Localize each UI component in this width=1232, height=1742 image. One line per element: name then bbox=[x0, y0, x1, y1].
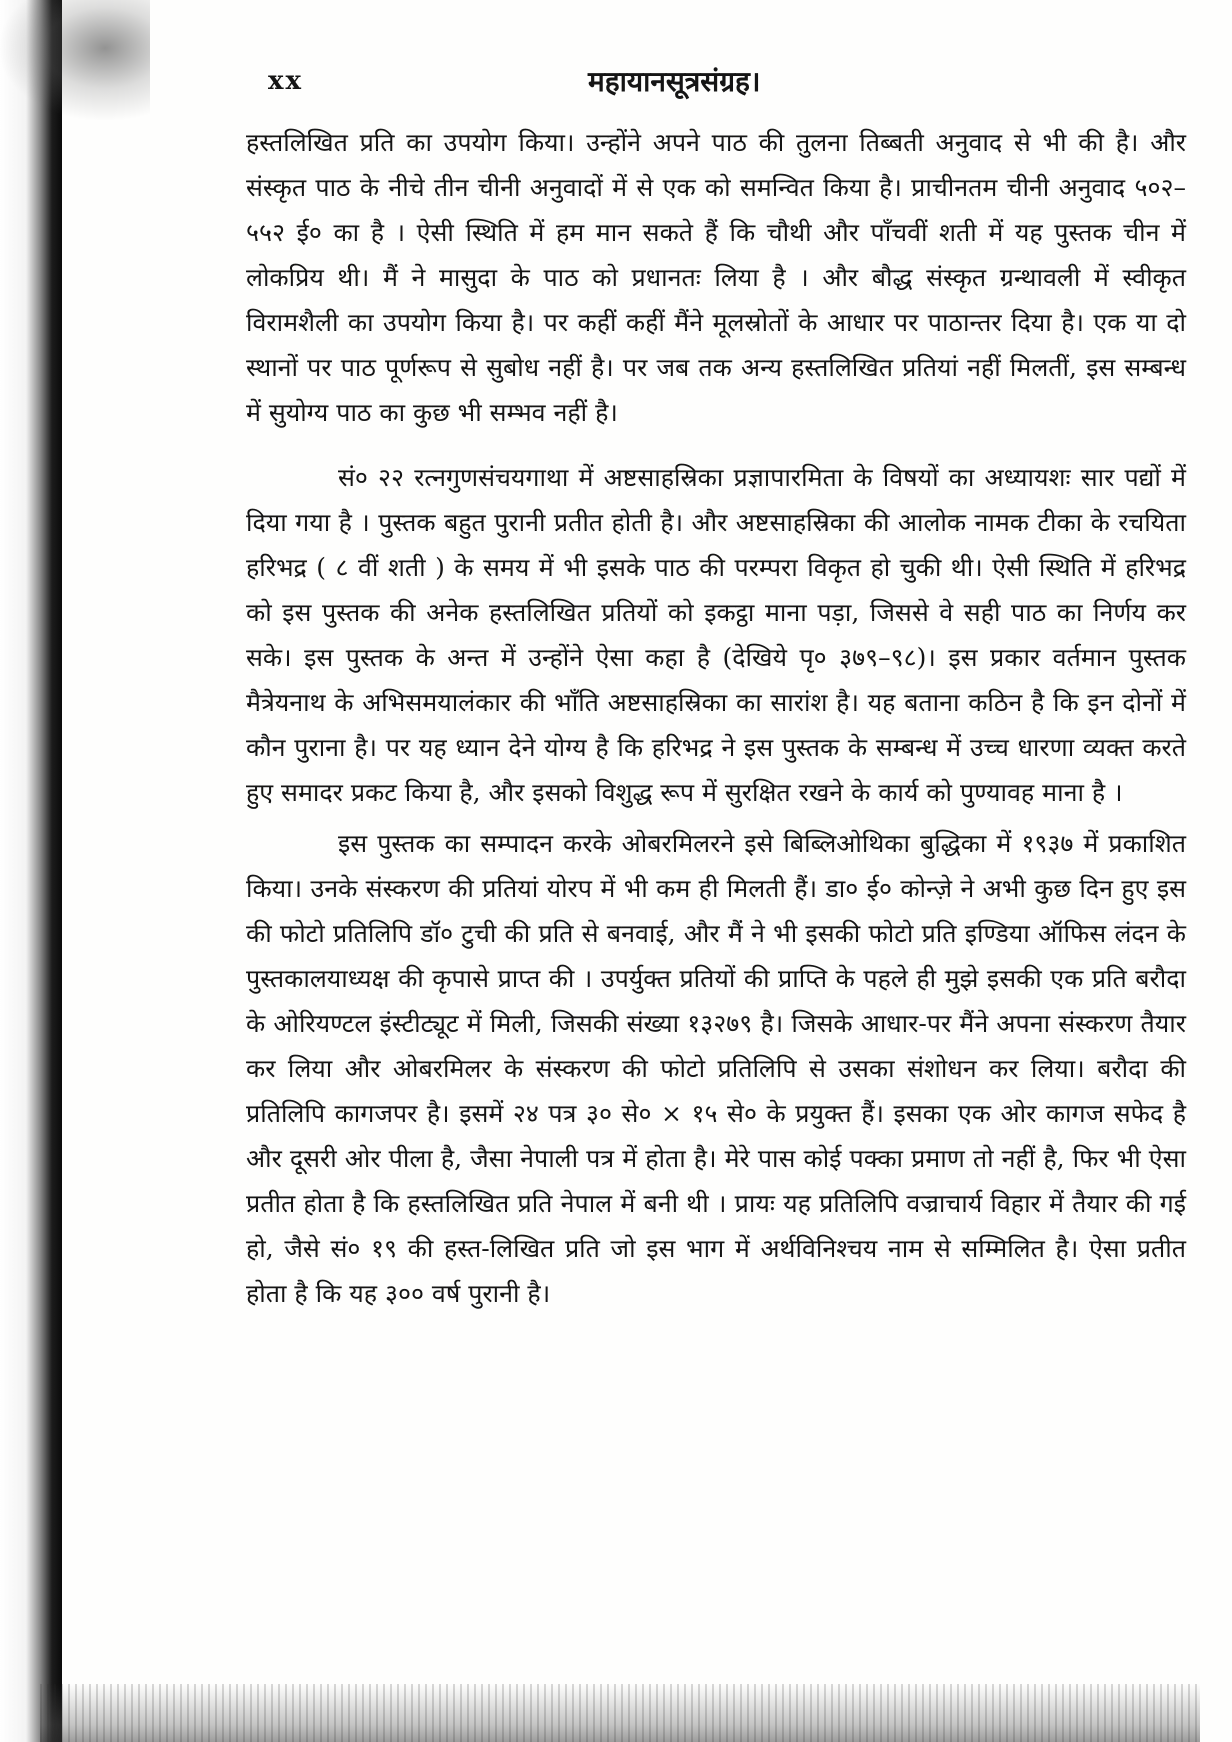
page-header bbox=[268, 66, 1168, 112]
body-text bbox=[246, 120, 1186, 1316]
running-title: महायानसूत्रसंग्रह। bbox=[588, 65, 761, 98]
paragraph-3: इस पुस्तक का सम्पादन करके ओबरमिलरने इसे बिब्लिओथिका बुद्धिका में १९३७ में प्रकाशित किया। उनके संस्करण की प्रतियां योरप में भी कम ही मिलती हैं। डा० ई० कोन्ज़े ने अभी कुछ दिन हुए इस की फोटो प्रतिलिपि डॉ० टुची की प्रति से बनवाई, और मैं ने भी इसकी फोटो प्रति इण्डिया ऑफिस लंदन के पुस्तकालयाध्यक्ष की कृपासे प्राप्त की । उपर्युक्त प्रतियों की प्राप्ति के पहले ही मुझे इसकी एक प्रति बरौदा के ओरियण्टल इंस्टीट्यूट में मिली, जिसकी संख्या १३२७९ है। जिसके आधार-पर मैंने अपना संस्करण तैयार कर लिया और ओबरमिलर के संस्करण की फोटो प्रतिलिपि से उसका संशोधन कर लिया। बरौदा की प्रतिलिपि कागजपर है। इसमें २४ पत्र ३० से० × १५ से० के प्रयुक्त हैं। इसका एक ओर कागज सफेद है और दूसरी ओर पीला है, जैसा नेपाली पत्र में होता है। मेरे पास कोई पक्का प्रमाण तो नहीं है, फिर भी ऐसा प्रतीत होता है कि हस्तलिखित प्रति नेपाल में बनी थी । प्रायः यह प्रतिलिपि वज्राचार्य विहार में तैयार की गई हो, जैसे सं० १९ की हस्त-लिखित प्रति जो इस भाग में अर्थविनिश्चय नाम से सम्मिलित है। ऐसा प्रतीत होता है कि यह ३०० वर्ष पुरानी है। bbox=[246, 829, 1186, 1308]
paragraph-1: हस्तलिखित प्रति का उपयोग किया। उन्होंने अपने पाठ की तुलना तिब्बती अनुवाद से भी की है। और संस्कृत पाठ के नीचे तीन चीनी अनुवादों में से एक को समन्वित किया है। प्राचीनतम चीनी अनुवाद ५०२–५५२ ई० का है । ऐसी स्थिति में हम मान सकते हैं कि चौथी और पाँचवीं शती में यह पुस्तक चीन में लोकप्रिय थी। मैं ने मासुदा के पाठ को प्रधानतः लिया है । और बौद्ध संस्कृत ग्रन्थावली में स्वीकृत विरामशैली का उपयोग किया है। पर कहीं कहीं मैंने मूलस्रोतों के आधार पर पाठान्तर दिया है। एक या दो स्थानों पर पाठ पूर्णरूप से सुबोध नहीं है। पर जब तक अन्य हस्तलिखित प्रतियां नहीं मिलतीं, इस सम्बन्ध में सुयोग्य पाठ का कुछ भी सम्भव नहीं है। bbox=[246, 128, 1186, 427]
paragraph-2: सं० २२ रत्नगुणसंचयगाथा में अष्टसाहस्रिका प्रज्ञापारमिता के विषयों का अध्यायशः सार पद्यों में दिया गया है । पुस्तक बहुत पुरानी प्रतीत होती है। और अष्टसाहस्रिका की आलोक नामक टीका के रचयिता हरिभद्र ( ८ वीं शती ) के समय में भी इसके पाठ की परम्परा विकृत हो चुकी थी। ऐसी स्थिति में हरिभद्र को इस पुस्तक की अनेक हस्तलिखित प्रतियों को इकट्ठा माना पड़ा, जिससे वे सही पाठ का निर्णय कर सके। इस पुस्तक के अन्त में उन्होंने ऐसा कहा है (देखिये पृ० ३७९–९८)। इस प्रकार वर्तमान पुस्तक मैत्रेयनाथ के अभिसमयालंकार की भाँति अष्टसाहस्रिका का सारांश है। यह बताना कठिन है कि इन दोनों में कौन पुराना है। पर यह ध्यान देने योग्य है कि हरिभद्र ने इस पुस्तक के सम्बन्ध में उच्च धारणा व्यक्त करते हुए समादर प्रकट किया है, और इसको विशुद्ध रूप में सुरक्षित रखने के कार्य को पुण्यावह माना है । bbox=[246, 463, 1186, 807]
scan-speckle bbox=[0, 0, 150, 120]
book-binding-shadow bbox=[0, 0, 62, 1742]
page-number: xx bbox=[268, 66, 304, 96]
scan-bottom-noise bbox=[40, 1684, 1200, 1742]
